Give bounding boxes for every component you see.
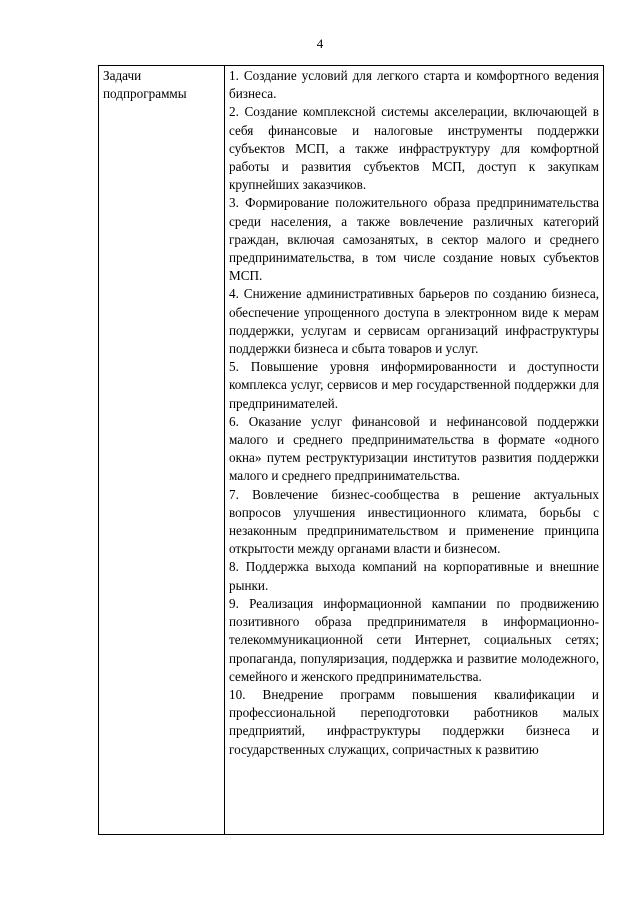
task-item-1: 1. Создание условий для легкого старта и комфортного ведения бизнеса.	[229, 68, 599, 102]
task-item-4: 4. Снижение административных барьеров по созданию бизнеса, обеспечение упрощенного доступа в электронном виде к мерам поддержки, услугам и сервисам организаций инфраструктуры поддержки бизнеса и сбыта товаров и услуг.	[229, 286, 599, 357]
subprogram-table	[98, 65, 604, 835]
tasks-cell	[225, 66, 604, 835]
table-row	[99, 66, 604, 835]
task-item-6: 6. Оказание услуг финансовой и нефинансовой поддержки малого и среднего предпринимательства в формате «одного окна» путем реструктуризации институтов развития поддержки малого и среднего предпринимательства.	[229, 413, 599, 484]
task-item-3: 3. Формирование положительного образа предпринимательства среди населения, а также вовлечение различных категорий граждан, включая самозанятых, в сектор малого и среднего предпринимательства, в том числе создание новых субъектов МСП.	[229, 195, 599, 284]
row-label: Задачи подпрограммы	[103, 68, 187, 102]
task-item-8: 8. Поддержка выхода компаний на корпоративные и внешние рынки.	[229, 559, 599, 593]
task-item-7: 7. Вовлечение бизнес-сообщества в решение актуальных вопросов улучшения инвестиционного климата, борьбы с незаконным предпринимательством и применение принципа открытости между органами власти и бизнесом.	[229, 486, 599, 557]
task-item-10: 10. Внедрение программ повышения квалификации и профессиональной переподготовки работников малых предприятий, инфраструктуры поддержки бизнеса и государственных служащих, сопричастных к развитию	[229, 686, 599, 757]
page-number: 4	[316, 36, 324, 51]
task-item-2: 2. Создание комплексной системы акселерации, включающей в себя финансовые и налоговые инструменты поддержки субъектов МСП, а также инфраструктуру для комфортной работы и развития субъектов МСП, доступ к закупкам крупнейших заказчиков.	[229, 104, 599, 193]
row-label-cell	[99, 66, 225, 835]
task-item-9: 9. Реализация информационной кампании по продвижению позитивного образа предпринимателя в информационно-телекоммуникационной сети Интернет, социальных сетях; пропаганда, популяризация, поддержка и развитие молодежного, семейного и женского предпринимательства.	[229, 595, 599, 684]
task-item-5: 5. Повышение уровня информированности и доступности комплекса услуг, сервисов и мер государственной поддержки для предпринимателей.	[229, 359, 599, 411]
